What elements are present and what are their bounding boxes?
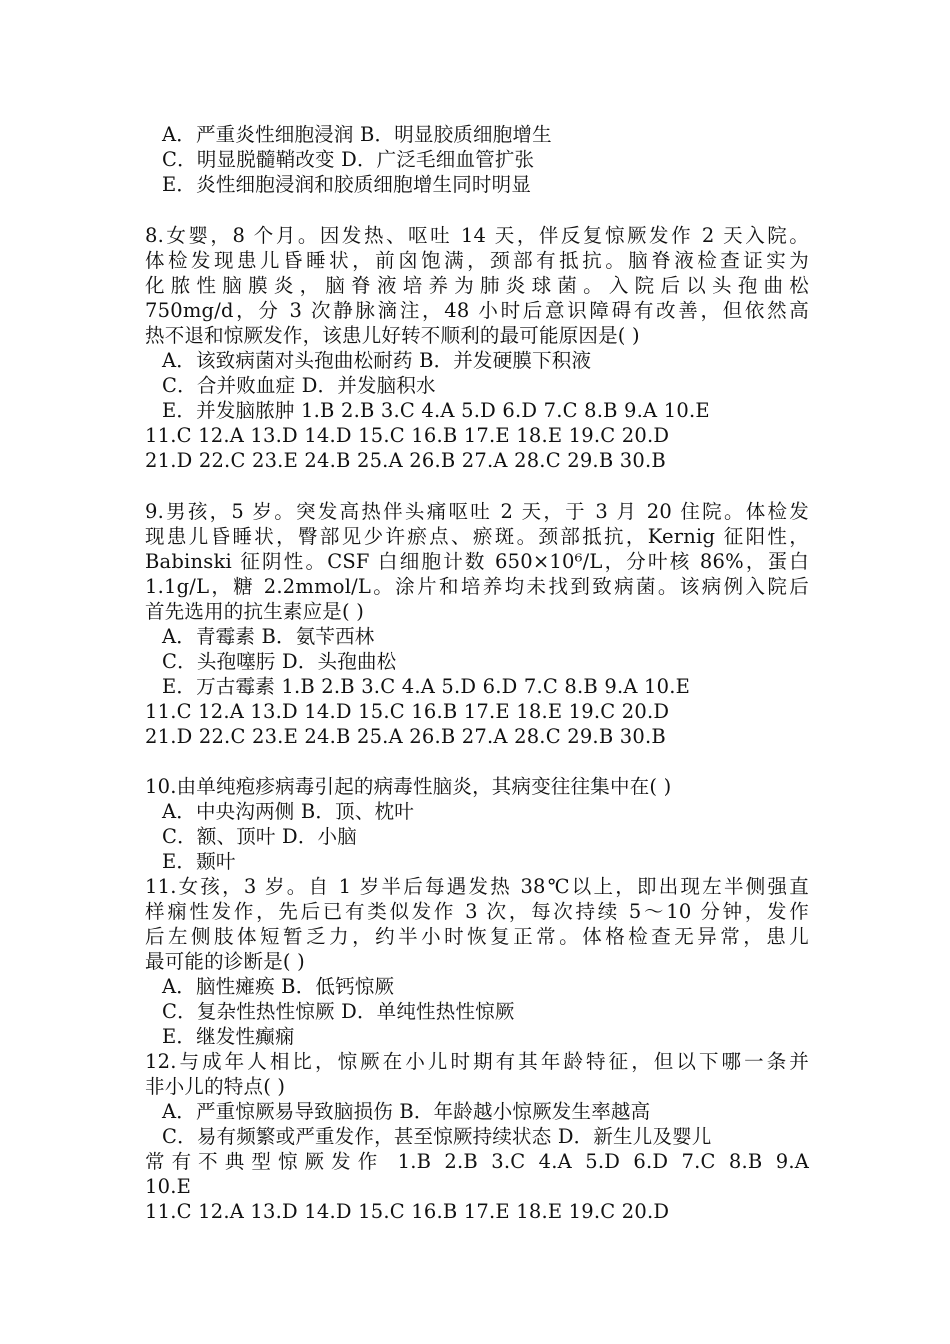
text-line: Babinski 征阴性。CSF 白细胞计数 650×10⁶/L，分叶核 86%，蛋白	[145, 550, 809, 573]
option-line: A．该致病菌对头孢曲松耐药 B．并发硬膜下积液	[162, 349, 592, 372]
answer-key-line: 21.D 22.C 23.E 24.B 25.A 26.B 27.A 28.C 29.B 30.B	[145, 725, 666, 748]
option-line: 常有不典型惊厥发作 1.B 2.B 3.C 4.A 5.D 6.D 7.C 8.B 9.A	[145, 1150, 809, 1173]
option-line: A．中央沟两侧 B．顶、枕叶	[162, 800, 414, 823]
answer-key-line: 11.C 12.A 13.D 14.D 15.C 16.B 17.E 18.E 19.C 20.D	[145, 700, 670, 723]
option-line: C．合并败血症 D．并发脑积水	[162, 374, 436, 397]
text-line: 750mg/d，分 3 次静脉滴注，48 小时后意识障碍有改善，但依然高	[145, 299, 809, 322]
text-line: A．严重炎性细胞浸润 B．明显胶质细胞增生	[162, 123, 552, 146]
option-line: A．青霉素 B．氨苄西林	[162, 625, 375, 648]
question-10-stem: 10.由单纯疱疹病毒引起的病毒性脑炎，其病变往往集中在( )	[145, 775, 672, 798]
option-line: C．易有频繁或严重发作，甚至惊厥持续状态 D．新生儿及婴儿	[162, 1125, 712, 1148]
text-line: 化脓性脑膜炎，脑脊液培养为肺炎球菌。入院后以头孢曲松	[145, 274, 809, 297]
text-line: 体检发现患儿昏睡状，前囟饱满，颈部有抵抗。脑脊液检查证实为	[145, 249, 809, 272]
text-line: C．明显脱髓鞘改变 D．广泛毛细血管扩张	[162, 148, 535, 171]
text-line: 非小儿的特点( )	[145, 1075, 286, 1098]
option-line: A．严重惊厥易导致脑损伤 B．年龄越小惊厥发生率越高	[162, 1100, 651, 1123]
question-9-stem: 9.男孩，5 岁。突发高热伴头痛呕吐 2 天，于 3 月 20 住院。体检发	[145, 500, 809, 523]
question-11-stem: 11.女孩，3 岁。自 1 岁半后每遇发热 38℃以上，即出现左半侧强直	[145, 875, 809, 898]
answer-key-line: 11.C 12.A 13.D 14.D 15.C 16.B 17.E 18.E 19.C 20.D	[145, 1200, 670, 1223]
question-8-stem: 8.女婴，8 个月。因发热、呕吐 14 天，伴反复惊厥发作 2 天入院。	[145, 224, 809, 247]
option-line: E．颞叶	[162, 850, 236, 873]
option-line: E．万古霉素 1.B 2.B 3.C 4.A 5.D 6.D 7.C 8.B 9.A 10.E	[162, 675, 691, 698]
option-line: C．复杂性热性惊厥 D．单纯性热性惊厥	[162, 1000, 515, 1023]
text-line: 后左侧肢体短暂乏力，约半小时恢复正常。体格检查无异常，患儿	[145, 925, 809, 948]
answer-key-line: 11.C 12.A 13.D 14.D 15.C 16.B 17.E 18.E 19.C 20.D	[145, 424, 670, 447]
text-line: 1.1g/L，糖 2.2mmol/L。涂片和培养均未找到致病菌。该病例入院后	[145, 575, 809, 598]
option-line: E．并发脑脓肿 1.B 2.B 3.C 4.A 5.D 6.D 7.C 8.B 9.A 10.E	[162, 399, 710, 422]
text-line: 最可能的诊断是( )	[145, 950, 305, 973]
option-line: C．头孢噻肟 D．头孢曲松	[162, 650, 397, 673]
text-line: E．炎性细胞浸润和胶质细胞增生同时明显	[162, 173, 532, 196]
text-line: 热不退和惊厥发作，该患儿好转不顺利的最可能原因是( )	[145, 324, 640, 347]
answer-key-line: 10.E	[145, 1175, 192, 1198]
question-12-stem: 12.与成年人相比，惊厥在小儿时期有其年龄特征，但以下哪一条并	[145, 1050, 809, 1073]
option-line: E．继发性癫痫	[162, 1025, 295, 1048]
text-line: 样痫性发作，先后已有类似发作 3 次，每次持续 5～10 分钟，发作	[145, 900, 809, 923]
option-line: A．脑性瘫痪 B．低钙惊厥	[162, 975, 395, 998]
answer-key-line: 21.D 22.C 23.E 24.B 25.A 26.B 27.A 28.C 29.B 30.B	[145, 449, 666, 472]
text-line: 现患儿昏睡状，臀部见少许瘀点、瘀斑。颈部抵抗，Kernig 征阳性，	[145, 525, 809, 548]
option-line: C．额、顶叶 D．小脑	[162, 825, 357, 848]
text-line: 首先选用的抗生素应是( )	[145, 600, 365, 623]
